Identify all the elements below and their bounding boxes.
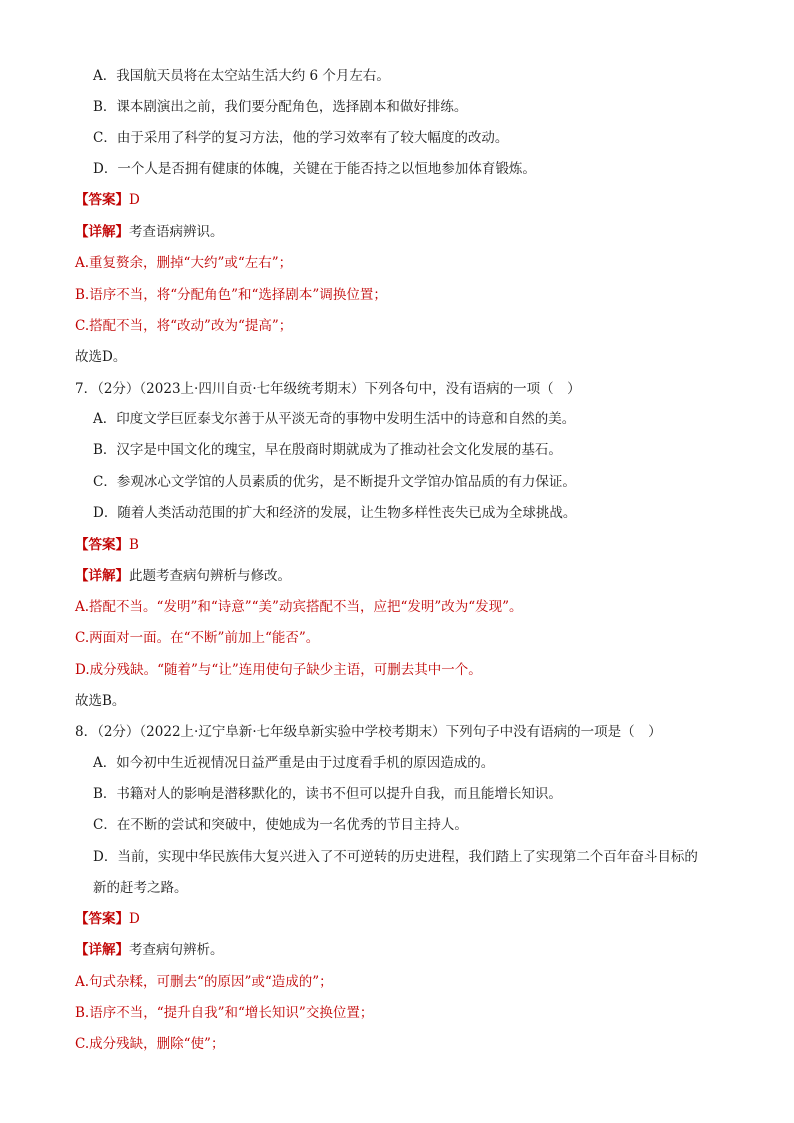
q7-explanation-c: C.两面对一面。在“不断”前加上“能否”。	[75, 630, 320, 646]
q6-option-c: C．由于采用了科学的复习方法，他的学习效率有了较大幅度的改动。	[93, 130, 509, 146]
q7-explanation-a: A.搭配不当。“发明”和“诗意”“美”动宾搭配不当，应把“发明”改为“发现”。	[75, 599, 523, 615]
detail-tag: 【详解】	[75, 224, 129, 240]
answer-tag: 【答案】	[75, 192, 129, 208]
q6-explanation-b: B.语序不当，将“分配角色”和“选择剧本”调换位置；	[75, 287, 387, 303]
q8-stem: 8．（2分）（2022上·辽宁阜新·七年级阜新实验中学校考期末）下列句子中没有语病的一项是（ ）	[75, 724, 662, 740]
q6-option-d: D．一个人是否拥有健康的体魄，关键在于能否持之以恒地参加体育锻炼。	[93, 161, 536, 177]
q7-option-b: B．汉字是中国文化的瑰宝，早在殷商时期就成为了推动社会文化发展的基石。	[93, 442, 562, 458]
q8-option-b: B．书籍对人的影响是潜移默化的，读书不但可以提升自我，而且能增长知识。	[93, 786, 562, 802]
detail-text: 此题考查病句辨析与修改。	[129, 568, 291, 584]
q7-option-d: D．随着人类活动范围的扩大和经济的发展，让生物多样性丧失已成为全球挑战。	[93, 505, 577, 521]
q7-detail	[75, 566, 291, 586]
q8-option-d-continued: 新的赶考之路。	[93, 880, 188, 896]
detail-tag: 【详解】	[75, 942, 129, 958]
q8-explanation-b: B.语序不当，“提升自我”和“增长知识”交换位置；	[75, 1005, 374, 1021]
q6-answer	[75, 190, 140, 210]
q7-explanation-d: D.成分残缺。“随着”与“让”连用使句子缺少主语，可删去其中一个。	[75, 662, 482, 678]
detail-tag: 【详解】	[75, 568, 129, 584]
answer-tag: 【答案】	[75, 911, 129, 927]
answer-value: D	[129, 192, 140, 208]
q7-option-a: A．印度文学巨匠泰戈尔善于从平淡无奇的事物中发明生活中的诗意和自然的美。	[93, 411, 576, 427]
q6-conclusion: 故选D。	[75, 349, 127, 365]
q6-detail	[75, 222, 224, 242]
q8-explanation-c: C.成分残缺，删除“使”；	[75, 1036, 225, 1052]
detail-text: 考查语病辨识。	[129, 224, 224, 240]
q7-stem: 7．（2分）（2023上·四川自贡·七年级统考期末）下列各句中，没有语病的一项（ ）	[75, 381, 581, 397]
q8-explanation-a: A.句式杂糅，可删去“的原因”或“造成的”；	[75, 974, 333, 990]
q6-explanation-c: C.搭配不当，将“改动”改为“提高”；	[75, 318, 293, 334]
q8-option-d: D．当前，实现中华民族伟大复兴进入了不可逆转的历史进程，我们踏上了实现第二个百年奋斗目标的	[93, 849, 698, 865]
answer-value: D	[129, 911, 140, 927]
q8-detail	[75, 940, 224, 960]
q7-conclusion: 故选B。	[75, 693, 126, 709]
answer-tag: 【答案】	[75, 537, 129, 553]
answer-value: B	[129, 537, 139, 553]
q8-option-c: C．在不断的尝试和突破中，使她成为一名优秀的节目主持人。	[93, 817, 468, 833]
q7-option-c: C．参观冰心文学馆的人员素质的优劣，是不断提升文学馆办馆品质的有力保证。	[93, 474, 576, 490]
q6-option-a: A．我国航天员将在太空站生活大约 6 个月左右。	[93, 68, 390, 84]
q7-answer	[75, 535, 139, 555]
q6-explanation-a: A.重复赘余，删掉“大约”或“左右”；	[75, 255, 293, 271]
q8-option-a: A．如今初中生近视情况日益严重是由于过度看手机的原因造成的。	[93, 755, 495, 771]
q8-answer	[75, 909, 140, 929]
detail-text: 考查病句辨析。	[129, 942, 224, 958]
q6-option-b: B．课本剧演出之前，我们要分配角色，选择剧本和做好排练。	[93, 99, 468, 115]
